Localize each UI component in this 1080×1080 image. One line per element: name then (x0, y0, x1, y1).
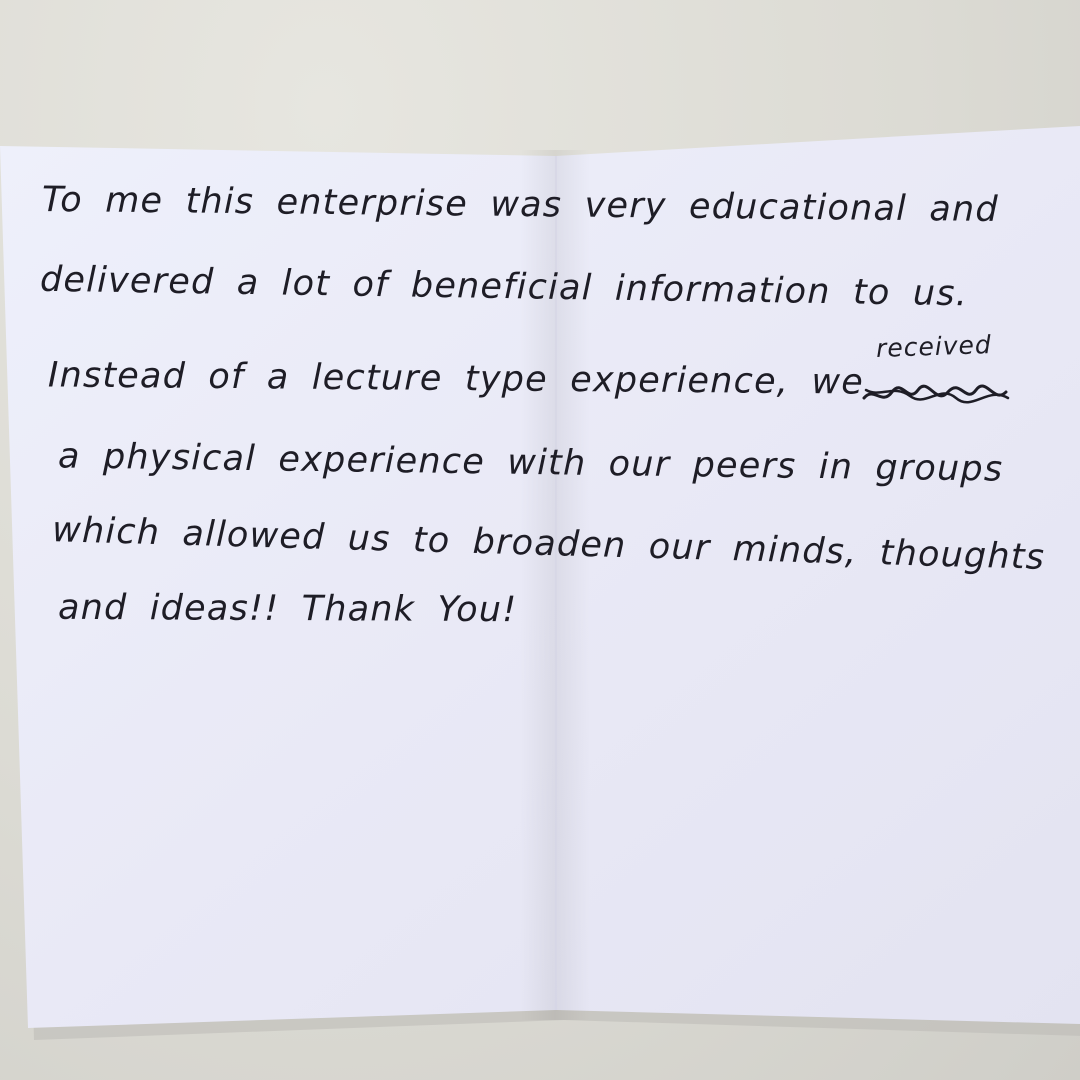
note-line-2: delivered a lot of beneficial information to us. (39, 259, 969, 315)
crossed-out-word (860, 368, 1020, 418)
note-line-3: Instead of a lecture type experience, we (47, 355, 865, 403)
note-line-4: a physical experience with our peers in groups (57, 436, 1004, 490)
note-line-6: and ideas!! Thank You! (57, 587, 518, 631)
note-line-5: which allowed us to broaden our minds, thoughts (51, 510, 1046, 578)
correction-word: received (875, 329, 993, 364)
note-line-1: To me this enterprise was very educational and (41, 179, 1000, 231)
